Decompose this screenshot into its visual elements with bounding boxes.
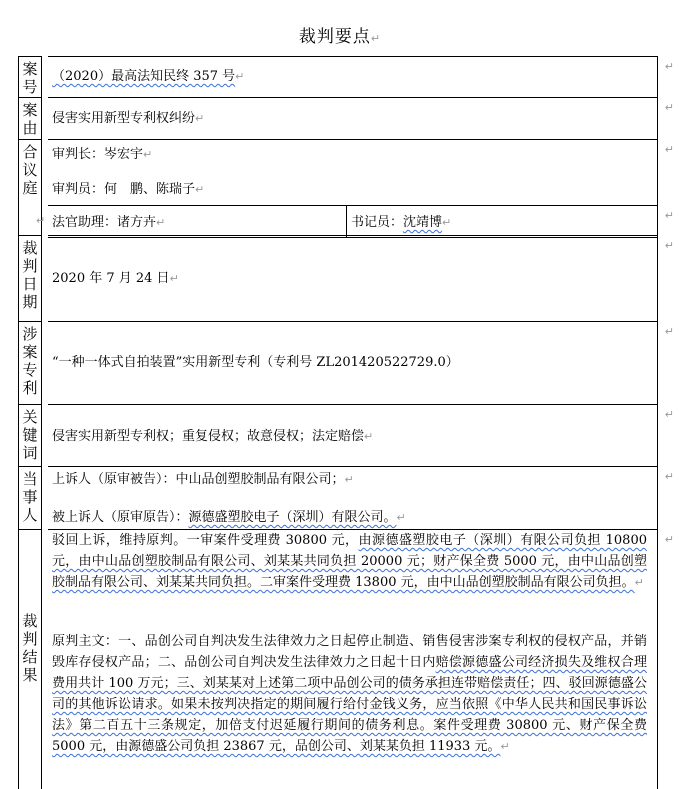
date-row: 裁判日期 2020 年 7 月 24 日↵ ↵ bbox=[18, 235, 658, 322]
appellant: 上诉人（原审被告）：中山品创塑胶制品有限公司；↵ bbox=[52, 472, 354, 487]
chief-judge: 审判长：岑宏宇↵ bbox=[52, 147, 153, 162]
result-row: 裁判结果 驳回上诉，维持原判。一审案件受理费 30800 元，由源德盛塑胶电子（深圳）有限公司负担 10800 元，由中山品创塑胶制品有限公司、刘某某共同负担 20000 元；财产保全费 5000 元，由中山品创塑胶制品有限公司、刘某某共同负担。二审案件受理费 13800 元，由中山品创塑胶制品有限公司负担。↵ 原判主文：一、品创公司自判决发生法律效力之日起停止制造、销售侵害涉案专利权的侵权产品，并销毁库存侵权产品；二、品创公司自判决发生法律效力之日起十日内赔偿源德盛公司经济损失及维权合理费用共计 100 万元；三、刘某某对上述第二项中品创公司的债务承担连带赔偿责任；四、驳回源德盛公司的其他诉讼请求。如果未按判决指定的期间履行给付金钱义务，应当依照《中华人民共和国民事诉讼法》第二百五十三条规定，加倍支付迟延履行期间的债务利息。案件受理费 30800 元、财产保全费 5000 元，由源德盛公司负担 23867 元，品创公司、刘某某负担 11933 元。↵ ↵ bbox=[18, 529, 658, 789]
cause-row: 案由 侵害实用新型专利权纠纷↵ ↵ bbox=[18, 97, 658, 140]
original-ruling: 原判主文：一、品创公司自判决发生法律效力之日起停止制造、销售侵害涉案专利权的侵权产品，并销毁库存侵权产品；二、品创公司自判决发生法律效力之日起十日内赔偿源德盛公司经济损失及维权合理费用共计 100 万元；三、刘某某对上述第二项中品创公司的债务承担连带赔偿责任；四、驳回源德盛公司的其他诉讼请求。如果未按判决指定的期间履行给付金钱义务，应当依照《中华人民共和国民事诉讼法》第二百五十三条规定，加倍支付迟延履行期间的债务利息。案件受理费 30800 元、财产保全费 5000 元，由源德盛公司负担 23867 元，品创公司、刘某某负担 11933 元。↵ bbox=[52, 634, 647, 754]
patent-value: “一种一体式自拍装置”实用新型专利（专利号 ZL201420522729.0） bbox=[52, 355, 459, 370]
panel-row: 合议庭 审判长：岑宏宇↵ 审判员：何 鹏、陈瑞子↵ ↵ 法官助理：诸方卉↵ 书记员：沈靖博↵ ↵ ↵ bbox=[18, 139, 658, 236]
keywords-label: 关键词 bbox=[18, 404, 42, 467]
assistant: 法官助理：诸方卉↵ bbox=[52, 215, 166, 230]
result-label: 裁判结果 bbox=[18, 529, 42, 789]
parties-label: 当事人 bbox=[18, 466, 42, 530]
second-instance-ruling: 驳回上诉，维持原判。一审案件受理费 30800 元，由源德盛塑胶电子（深圳）有限公司负担 10800 元，由中山品创塑胶制品有限公司、刘某某共同负担 20000 元；财产保全费 5000 元，由中山品创塑胶制品有限公司、刘某某共同负担。二审案件受理费 13800 元，由中山品创塑胶制品有限公司负担。↵ bbox=[52, 533, 647, 590]
case-number-label: 案号 bbox=[18, 56, 42, 98]
patent-row: 涉案专利 “一种一体式自拍装置”实用新型专利（专利号 ZL201420522729.0） ↵ bbox=[18, 321, 658, 405]
cause-value: 侵害实用新型专利权纠纷↵ bbox=[52, 111, 205, 126]
appellee: 被上诉人（原审原告）：源德盛塑胶电子（深圳）有限公司。↵ bbox=[52, 510, 406, 525]
date-label: 裁判日期 bbox=[18, 235, 42, 322]
case-number-row: 案号 （2020）最高法知民终 357 号↵ ↵ bbox=[18, 56, 658, 98]
cause-label: 案由 bbox=[18, 97, 42, 140]
parties-row: 当事人 上诉人（原审被告）：中山品创塑胶制品有限公司；↵ 被上诉人（原审原告）：源德盛塑胶电子（深圳）有限公司。↵ ↵ bbox=[18, 466, 658, 530]
keywords-row: 关键词 侵害实用新型专利权；重复侵权；故意侵权；法定赔偿↵ ↵ bbox=[18, 404, 658, 467]
clerk: 书记员：沈靖博↵ bbox=[351, 215, 452, 230]
page-title: 裁判要点↵ bbox=[298, 27, 382, 47]
panel-label: 合议庭 bbox=[18, 139, 42, 236]
keywords-value: 侵害实用新型专利权；重复侵权；故意侵权；法定赔偿↵ bbox=[52, 429, 374, 444]
judges: 审判员：何 鹏、陈瑞子↵ bbox=[52, 182, 205, 197]
patent-label: 涉案专利 bbox=[18, 321, 42, 405]
date-value: 2020 年 7 月 24 日↵ bbox=[52, 271, 179, 286]
case-number-value: （2020）最高法知民终 357 号↵ bbox=[52, 69, 245, 84]
